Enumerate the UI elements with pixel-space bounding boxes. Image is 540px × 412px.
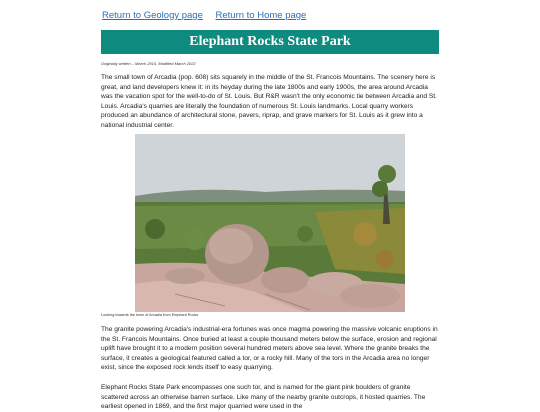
- landscape-image: [135, 134, 405, 312]
- return-to-geology-link[interactable]: Return to Geology page: [102, 10, 203, 21]
- granite-paragraph: The granite powering Arcadia's industrial-era fortunes was once magma powering the massive volcanic eruptions in the St. Francois Mountains. Once buried at least a couple thousand meters below the surface, erosion and regional uplift have brought it to a modern position several hundred meters above sea level. Where the granite breaks the surface, it creates a geological featured called a tor, or a rocky hill. Many of the tors in the Arcadia area no longer exist, since the exposed rock lends itself to easy quarrying.: [101, 326, 438, 371]
- page-title: Elephant Rocks State Park: [189, 34, 351, 49]
- intro-paragraph: The small town of Arcadia (pop. 608) sits squarely in the middle of the St. Francois Mountains. The scenery here is great, and land developers knew it: in its heyday during the late 1800s and early 1900s, the area around Arcadia was the vacation spot for the well-to-do of St. Louis. But R&R wasn't the only economic tie between Arcadia and St. Louis. Arcadia's quarries are literally the foundation of numerous St. Louis landmarks. Local quarry workers produced an abundance of architectural stone, pavers, riprap, and grave markers for St. Louis as it grew into a national industrial center.: [101, 74, 437, 129]
- park-paragraph: Elephant Rocks State Park encompasses one such tor, and is named for the giant pink boulders of granite scattered across an otherwise barren surface. Like many of the nearby granite outcrops, it hosted quarries. The earliest opened in 1869, and the first major quarried were used in the: [101, 384, 426, 410]
- date-note: Originally written – March 2015, Modified March 2022: [101, 61, 196, 66]
- elephant-rocks-photo: [135, 134, 405, 312]
- top-nav: [102, 10, 316, 21]
- return-to-home-link[interactable]: Return to Home page: [215, 10, 307, 21]
- photo-caption: Looking towards the town of Arcadia from Elephant Rocks: [101, 313, 199, 317]
- page-title-banner: [101, 30, 439, 54]
